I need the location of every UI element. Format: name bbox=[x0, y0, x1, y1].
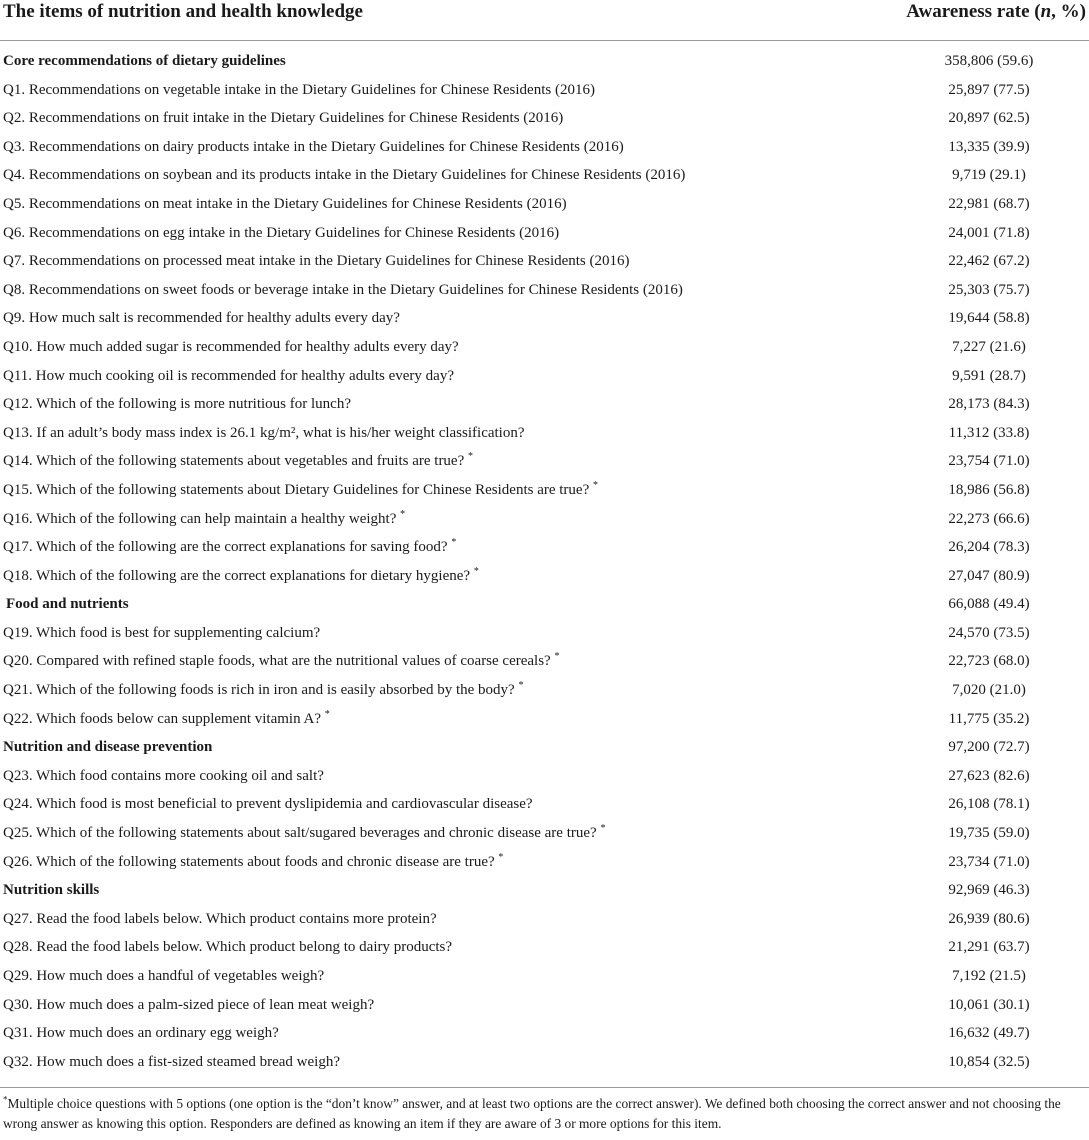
footnote-marker: * bbox=[451, 537, 457, 549]
footnote-marker: * bbox=[473, 565, 479, 577]
awareness-value: 97,200 (72.7) bbox=[948, 739, 1030, 756]
awareness-value: 7,227 (21.6) bbox=[952, 338, 1026, 355]
row-label: Q3. Recommendations on dairy products intake in the Dietary Guidelines for Chinese Residents (2016) bbox=[3, 138, 624, 155]
question-text bbox=[3, 368, 454, 385]
table-row bbox=[0, 507, 1089, 536]
awareness-value: 13,335 (39.9) bbox=[948, 138, 1030, 155]
table-row bbox=[0, 335, 1089, 364]
awareness-value: 22,462 (67.2) bbox=[948, 253, 1030, 270]
footnote-marker: * bbox=[498, 851, 504, 863]
awareness-value: 25,897 (77.5) bbox=[948, 81, 1030, 98]
awareness-value: 9,591 (28.7) bbox=[952, 367, 1026, 384]
row-label: Q21. Which of the following foods is rich in iron and is easily absorbed by the body? bbox=[3, 682, 515, 699]
table-row bbox=[0, 621, 1089, 650]
question-text bbox=[3, 1025, 279, 1042]
table-row bbox=[0, 535, 1089, 564]
question-text bbox=[3, 453, 473, 470]
question-text bbox=[3, 282, 683, 299]
question-text bbox=[3, 825, 605, 842]
section-row bbox=[0, 49, 1089, 78]
table-row bbox=[0, 392, 1089, 421]
table-row bbox=[0, 821, 1089, 850]
awareness-value: 26,939 (80.6) bbox=[948, 910, 1030, 927]
table-row bbox=[0, 478, 1089, 507]
awareness-value: 11,775 (35.2) bbox=[948, 710, 1030, 727]
question-text bbox=[3, 225, 559, 242]
question-text bbox=[3, 565, 479, 585]
row-label: Q27. Read the food labels below. Which product contains more protein? bbox=[3, 910, 437, 927]
table-row bbox=[0, 78, 1089, 107]
footnote-marker: * bbox=[554, 651, 560, 663]
footnote-divider bbox=[0, 1087, 1089, 1088]
row-label: Q32. How much does a fist-sized steamed bread weigh? bbox=[3, 1053, 340, 1070]
row-label: Food and nutrients bbox=[6, 596, 129, 613]
table-body bbox=[0, 49, 1089, 1078]
awareness-value: 26,204 (78.3) bbox=[948, 539, 1030, 556]
footnote-marker: * bbox=[518, 680, 524, 692]
row-label: Q7. Recommendations on processed meat intake in the Dietary Guidelines for Chinese Residents (2016) bbox=[3, 253, 630, 270]
question-text bbox=[3, 479, 598, 499]
section-title bbox=[3, 53, 286, 70]
table-row bbox=[0, 192, 1089, 221]
awareness-value: 21,291 (63.7) bbox=[948, 939, 1030, 956]
row-label: Q2. Recommendations on fruit intake in the Dietary Guidelines for Chinese Residents (2016) bbox=[3, 110, 564, 127]
row-label: Q20. Compared with refined staple foods, what are the nutritional values of coarse cereals? bbox=[3, 653, 551, 670]
question-text bbox=[3, 796, 533, 813]
row-label: Q15. Which of the following statements about Dietary Guidelines for Chinese Residents are true? bbox=[3, 481, 590, 498]
row-label: Q8. Recommendations on sweet foods or beverage intake in the Dietary Guidelines for Chinese Residents (2016) bbox=[3, 281, 683, 298]
table-row bbox=[0, 792, 1089, 821]
awareness-value: 22,723 (68.0) bbox=[948, 653, 1030, 670]
question-text bbox=[3, 539, 456, 556]
table-row bbox=[0, 993, 1089, 1022]
awareness-value: 10,854 (32.5) bbox=[948, 1053, 1030, 1070]
awareness-value: 7,020 (21.0) bbox=[952, 682, 1026, 699]
awareness-value: 27,047 (80.9) bbox=[948, 567, 1030, 584]
table-row bbox=[0, 678, 1089, 707]
table-row bbox=[0, 306, 1089, 335]
table-row bbox=[0, 850, 1089, 879]
table-row bbox=[0, 278, 1089, 307]
section-row bbox=[0, 592, 1089, 621]
footnote-marker: * bbox=[400, 508, 406, 520]
awareness-value: 28,173 (84.3) bbox=[948, 396, 1030, 413]
column-header-items: The items of nutrition and health knowledge bbox=[3, 1, 363, 22]
row-label: Q30. How much does a palm-sized piece of lean meat weigh? bbox=[3, 996, 375, 1013]
row-label: Q17. Which of the following are the correct explanations for saving food? bbox=[3, 539, 448, 556]
question-text bbox=[3, 425, 525, 442]
footnote-marker: * bbox=[593, 479, 598, 491]
question-text bbox=[3, 508, 406, 528]
table-row bbox=[0, 564, 1089, 593]
section-title bbox=[6, 596, 129, 613]
question-text bbox=[3, 911, 437, 928]
question-text bbox=[3, 708, 330, 728]
row-label: Q13. If an adult’s body mass index is 26.1 kg/m², what is his/her weight classification? bbox=[3, 424, 525, 441]
awareness-value: 10,061 (30.1) bbox=[948, 996, 1030, 1013]
section-row bbox=[0, 735, 1089, 764]
question-text bbox=[3, 997, 374, 1014]
awareness-value: 92,969 (46.3) bbox=[948, 882, 1030, 899]
awareness-value: 22,981 (68.7) bbox=[948, 195, 1030, 212]
row-label: Q1. Recommendations on vegetable intake in the Dietary Guidelines for Chinese Residents (2016) bbox=[3, 81, 595, 98]
table-row bbox=[0, 764, 1089, 793]
table-row bbox=[0, 707, 1089, 736]
table-row bbox=[0, 421, 1089, 450]
table-row bbox=[0, 135, 1089, 164]
question-text bbox=[3, 939, 452, 956]
awareness-value: 24,570 (73.5) bbox=[948, 624, 1030, 641]
table-row bbox=[0, 106, 1089, 135]
question-text bbox=[3, 968, 324, 985]
question-text bbox=[3, 82, 595, 99]
question-text bbox=[3, 396, 351, 413]
awareness-value: 19,735 (59.0) bbox=[948, 825, 1030, 842]
footnote-asterisk: * bbox=[3, 1094, 8, 1105]
awareness-value: 18,986 (56.8) bbox=[948, 481, 1030, 498]
row-label: Q5. Recommendations on meat intake in the Dietary Guidelines for Chinese Residents (2016) bbox=[3, 195, 567, 212]
awareness-value: 23,734 (71.0) bbox=[948, 853, 1030, 870]
question-text bbox=[3, 625, 320, 642]
question-text bbox=[3, 682, 523, 699]
table-row bbox=[0, 649, 1089, 678]
row-label: Q24. Which food is most beneficial to prevent dyslipidemia and cardiovascular disease? bbox=[3, 796, 533, 813]
table-row bbox=[0, 364, 1089, 393]
table-header bbox=[0, 0, 1089, 41]
awareness-value: 16,632 (49.7) bbox=[948, 1025, 1030, 1042]
question-text bbox=[3, 167, 685, 184]
row-label: Q14. Which of the following statements about vegetables and fruits are true? bbox=[3, 453, 465, 470]
column-header-awareness: Awareness rate (n, %) bbox=[906, 1, 1086, 22]
awareness-value: 20,897 (62.5) bbox=[948, 110, 1030, 127]
row-label: Q11. How much cooking oil is recommended for healthy adults every day? bbox=[3, 367, 454, 384]
row-label: Q6. Recommendations on egg intake in the Dietary Guidelines for Chinese Residents (2016) bbox=[3, 224, 560, 241]
awareness-value: 358,806 (59.6) bbox=[944, 53, 1034, 69]
footnote-text: Multiple choice questions with 5 options (one option is the “don’t know” answer, and at least two options are the correct answer). We defined both choosing the correct answer and not choosing the wrong answer as knowing this option. Responders are defined as knowing an item if they are aware of 3 or more options for this item. bbox=[3, 1096, 1061, 1131]
row-label: Q16. Which of the following can help maintain a healthy weight? bbox=[3, 510, 397, 527]
table-row bbox=[0, 1050, 1089, 1079]
question-text bbox=[3, 1054, 340, 1071]
awareness-value: 22,273 (66.6) bbox=[948, 510, 1030, 527]
question-text bbox=[3, 139, 624, 156]
awareness-value: 7,192 (21.5) bbox=[952, 968, 1026, 984]
footnote-marker: * bbox=[600, 823, 606, 835]
row-label: Q10. How much added sugar is recommended for healthy adults every day? bbox=[3, 338, 459, 355]
awareness-value: 25,303 (75.7) bbox=[948, 281, 1030, 298]
question-text bbox=[3, 653, 559, 670]
row-label: Q28. Read the food labels below. Which product belong to dairy products? bbox=[3, 939, 453, 956]
footnote-marker: * bbox=[468, 451, 473, 463]
question-text bbox=[3, 253, 630, 270]
table-row bbox=[0, 249, 1089, 278]
row-label: Core recommendations of dietary guidelines bbox=[3, 53, 286, 69]
table-row bbox=[0, 935, 1089, 964]
row-label: Q4. Recommendations on soybean and its products intake in the Dietary Guidelines for Chinese Residents (2016) bbox=[3, 167, 686, 184]
row-label: Nutrition skills bbox=[3, 882, 100, 899]
awareness-value: 66,088 (49.4) bbox=[948, 596, 1030, 613]
row-label: Q23. Which food contains more cooking oil and salt? bbox=[3, 767, 324, 784]
row-label: Q22. Which foods below can supplement vitamin A? bbox=[3, 710, 321, 727]
table-row bbox=[0, 964, 1089, 993]
section-row bbox=[0, 878, 1089, 907]
question-text bbox=[3, 310, 400, 327]
question-text bbox=[3, 339, 459, 356]
table-row bbox=[0, 449, 1089, 478]
row-label: Q18. Which of the following are the correct explanations for dietary hygiene? bbox=[3, 567, 471, 584]
awareness-value: 24,001 (71.8) bbox=[948, 224, 1030, 241]
question-text bbox=[3, 110, 563, 127]
footnote bbox=[3, 1094, 1086, 1134]
awareness-value: 9,719 (29.1) bbox=[952, 167, 1026, 184]
table-row bbox=[0, 907, 1089, 936]
awareness-value: 26,108 (78.1) bbox=[948, 796, 1030, 813]
question-text bbox=[3, 768, 324, 785]
awareness-value: 11,312 (33.8) bbox=[948, 424, 1030, 441]
question-text bbox=[3, 196, 567, 213]
awareness-value: 23,754 (71.0) bbox=[948, 453, 1030, 470]
row-label: Nutrition and disease prevention bbox=[3, 739, 213, 756]
row-label: Q26. Which of the following statements about foods and chronic disease are true? bbox=[3, 853, 495, 870]
question-text bbox=[3, 851, 504, 871]
table-row bbox=[0, 221, 1089, 250]
awareness-value: 27,623 (82.6) bbox=[948, 767, 1030, 784]
row-label: Q9. How much salt is recommended for healthy adults every day? bbox=[3, 310, 400, 327]
awareness-value: 19,644 (58.8) bbox=[948, 310, 1030, 327]
row-label: Q19. Which food is best for supplementing calcium? bbox=[3, 624, 321, 641]
table-row bbox=[0, 163, 1089, 192]
section-title bbox=[3, 882, 99, 899]
row-label: Q25. Which of the following statements about salt/sugared beverages and chronic disease are true? bbox=[3, 825, 597, 842]
row-label: Q12. Which of the following is more nutritious for lunch? bbox=[3, 396, 351, 413]
row-label: Q29. How much does a handful of vegetables weigh? bbox=[3, 968, 325, 984]
footnote-marker: * bbox=[324, 708, 330, 720]
row-label: Q31. How much does an ordinary egg weigh? bbox=[3, 1025, 279, 1042]
table-row bbox=[0, 1021, 1089, 1050]
section-title bbox=[3, 739, 212, 756]
